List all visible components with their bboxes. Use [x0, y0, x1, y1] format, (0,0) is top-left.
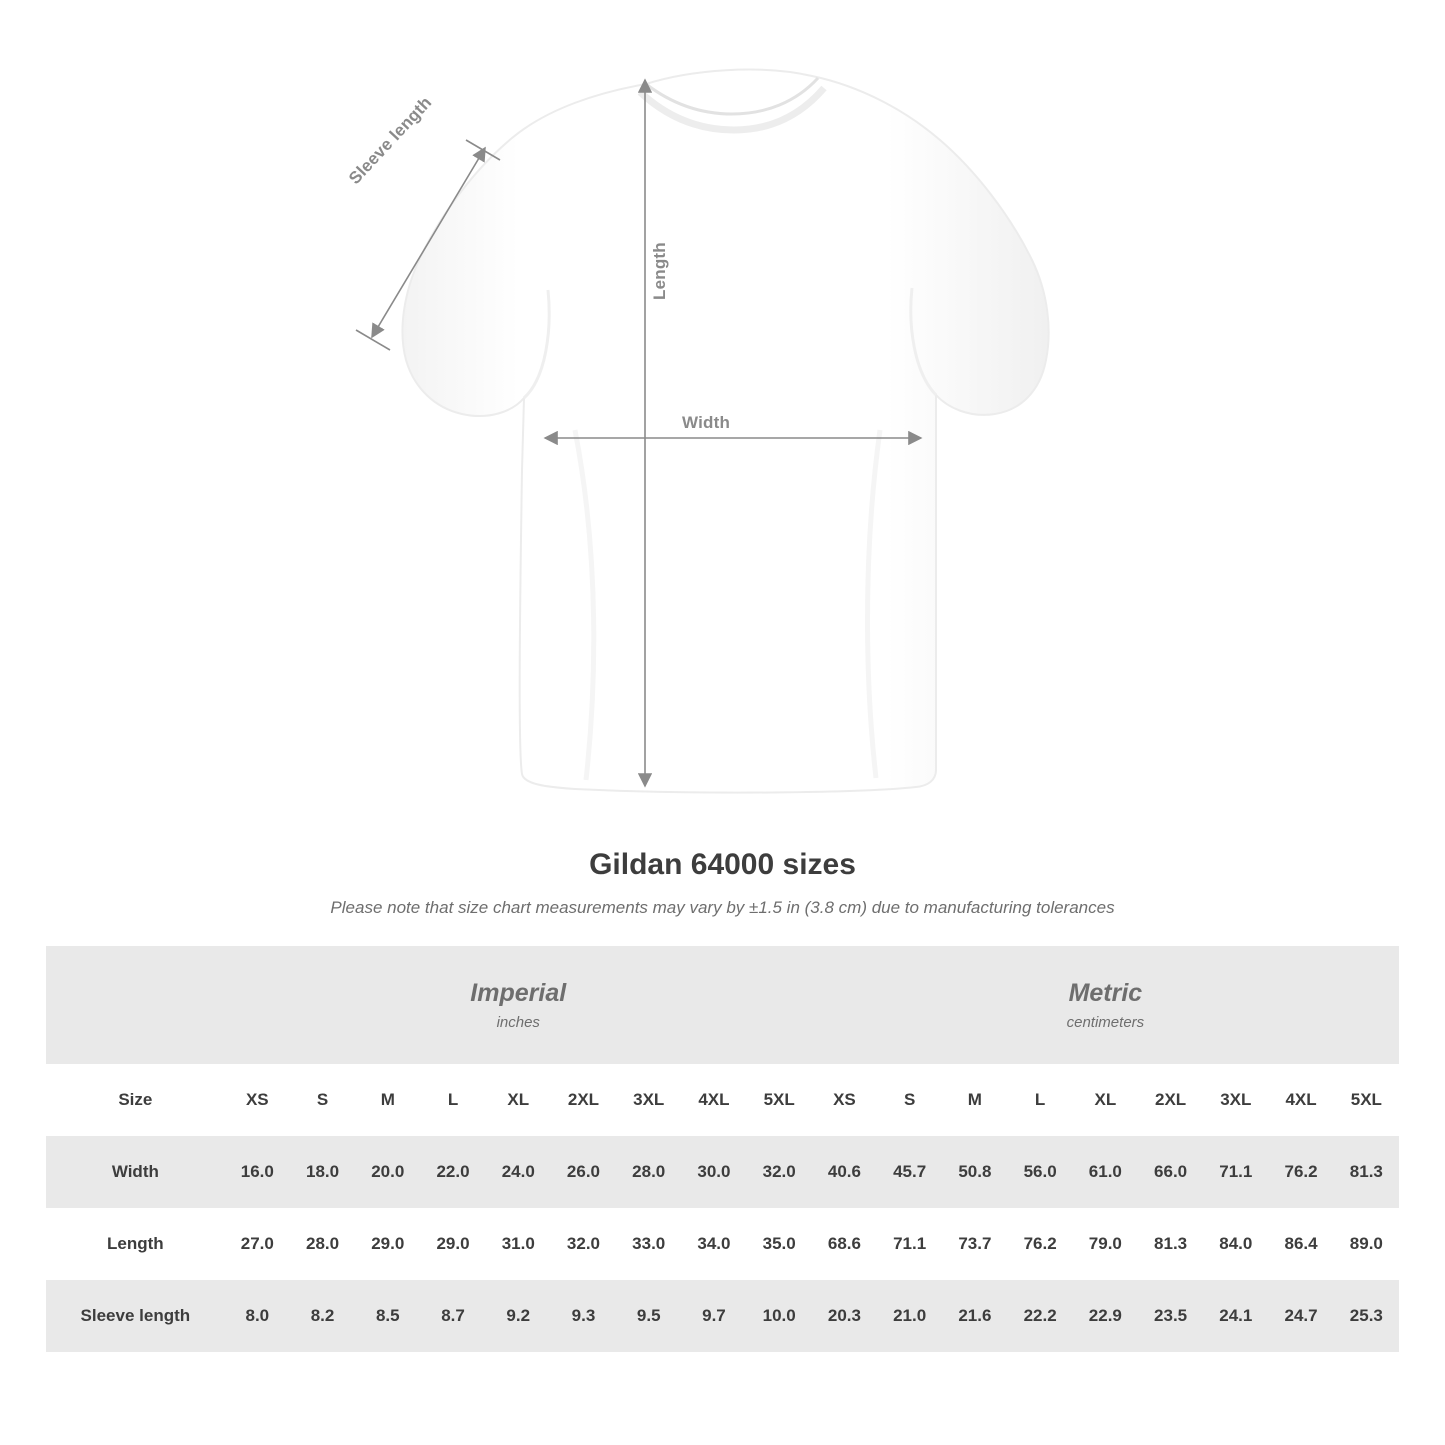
- size-chart-container: [46, 946, 1399, 1352]
- column-header-imp-4xl: 4XL: [681, 1064, 746, 1136]
- table-row-length: [46, 1208, 1399, 1280]
- cell-length-imp-5xl: 35.0: [747, 1208, 812, 1280]
- row-label-length: Length: [46, 1208, 225, 1280]
- cell-sleeve-met-5xl: 25.3: [1334, 1280, 1399, 1352]
- column-header-met-xl: XL: [1073, 1064, 1138, 1136]
- cell-length-imp-m: 29.0: [355, 1208, 420, 1280]
- column-header-met-4xl: 4XL: [1268, 1064, 1333, 1136]
- cell-width-met-2xl: 66.0: [1138, 1136, 1203, 1208]
- unit-group-imperial: [225, 946, 812, 1064]
- cell-width-imp-xs: 16.0: [225, 1136, 290, 1208]
- cell-length-met-l: 76.2: [1008, 1208, 1073, 1280]
- cell-width-met-l: 56.0: [1008, 1136, 1073, 1208]
- cell-length-imp-xs: 27.0: [225, 1208, 290, 1280]
- cell-length-imp-xl: 31.0: [486, 1208, 551, 1280]
- cell-width-met-xl: 61.0: [1073, 1136, 1138, 1208]
- cell-width-imp-m: 20.0: [355, 1136, 420, 1208]
- cell-sleeve-imp-m: 8.5: [355, 1280, 420, 1352]
- column-header-met-l: L: [1008, 1064, 1073, 1136]
- column-header-imp-xs: XS: [225, 1064, 290, 1136]
- column-header-imp-2xl: 2XL: [551, 1064, 616, 1136]
- column-header-met-5xl: 5XL: [1334, 1064, 1399, 1136]
- cell-width-met-m: 50.8: [942, 1136, 1007, 1208]
- width-label: Width: [682, 413, 731, 432]
- cell-sleeve-met-3xl: 24.1: [1203, 1280, 1268, 1352]
- cell-sleeve-met-xl: 22.9: [1073, 1280, 1138, 1352]
- column-header-imp-l: L: [420, 1064, 485, 1136]
- cell-width-met-s: 45.7: [877, 1136, 942, 1208]
- cell-sleeve-imp-5xl: 10.0: [747, 1280, 812, 1352]
- cell-length-met-xs: 68.6: [812, 1208, 877, 1280]
- cell-sleeve-met-xs: 20.3: [812, 1280, 877, 1352]
- cell-sleeve-imp-3xl: 9.5: [616, 1280, 681, 1352]
- length-label: Length: [650, 242, 669, 300]
- column-header-met-3xl: 3XL: [1203, 1064, 1268, 1136]
- cell-sleeve-met-m: 21.6: [942, 1280, 1007, 1352]
- tolerance-note: Please note that size chart measurements may vary by ±1.5 in (3.8 cm) due to manufacturing tolerances: [330, 898, 1115, 917]
- cell-sleeve-imp-s: 8.2: [290, 1280, 355, 1352]
- column-header-imp-3xl: 3XL: [616, 1064, 681, 1136]
- cell-length-met-xl: 79.0: [1073, 1208, 1138, 1280]
- cell-length-met-5xl: 89.0: [1334, 1208, 1399, 1280]
- cell-sleeve-imp-l: 8.7: [420, 1280, 485, 1352]
- row-label-width: Width: [46, 1136, 225, 1208]
- cell-sleeve-imp-2xl: 9.3: [551, 1280, 616, 1352]
- cell-width-imp-s: 18.0: [290, 1136, 355, 1208]
- cell-width-imp-4xl: 30.0: [681, 1136, 746, 1208]
- table-row-width: [46, 1136, 1399, 1208]
- column-header-met-xs: XS: [812, 1064, 877, 1136]
- cell-sleeve-met-4xl: 24.7: [1268, 1280, 1333, 1352]
- cell-sleeve-imp-xl: 9.2: [486, 1280, 551, 1352]
- cell-width-met-xs: 40.6: [812, 1136, 877, 1208]
- cell-width-met-5xl: 81.3: [1334, 1136, 1399, 1208]
- cell-length-imp-4xl: 34.0: [681, 1208, 746, 1280]
- cell-width-imp-2xl: 26.0: [551, 1136, 616, 1208]
- cell-length-met-4xl: 86.4: [1268, 1208, 1333, 1280]
- column-header-size: Size: [46, 1064, 225, 1136]
- corner-blank-cell: [46, 946, 225, 1064]
- cell-length-imp-3xl: 33.0: [616, 1208, 681, 1280]
- unit-group-imperial-label: Imperial: [470, 979, 567, 1008]
- row-label-sleeve-length: Sleeve length: [46, 1280, 225, 1352]
- cell-width-imp-xl: 24.0: [486, 1136, 551, 1208]
- size-chart-table: [46, 946, 1399, 1352]
- column-header-met-2xl: 2XL: [1138, 1064, 1203, 1136]
- cell-sleeve-met-s: 21.0: [877, 1280, 942, 1352]
- unit-header-row: [46, 946, 1399, 1064]
- cell-length-imp-s: 28.0: [290, 1208, 355, 1280]
- column-header-imp-m: M: [355, 1064, 420, 1136]
- sleeve-length-label: Sleeve length: [345, 92, 436, 188]
- unit-group-metric-sublabel: centimeters: [1066, 1013, 1145, 1031]
- unit-group-metric-label: Metric: [1068, 979, 1143, 1008]
- column-header-met-s: S: [877, 1064, 942, 1136]
- column-header-met-m: M: [942, 1064, 1007, 1136]
- cell-width-imp-3xl: 28.0: [616, 1136, 681, 1208]
- cell-sleeve-imp-4xl: 9.7: [681, 1280, 746, 1352]
- unit-group-imperial-sublabel: inches: [496, 1013, 540, 1031]
- column-header-imp-5xl: 5XL: [747, 1064, 812, 1136]
- table-row-sleeve-length: [46, 1280, 1399, 1352]
- cell-length-imp-2xl: 32.0: [551, 1208, 616, 1280]
- table-header-row: [46, 1064, 1399, 1136]
- cell-sleeve-met-l: 22.2: [1008, 1280, 1073, 1352]
- cell-length-met-2xl: 81.3: [1138, 1208, 1203, 1280]
- cell-length-imp-l: 29.0: [420, 1208, 485, 1280]
- cell-width-imp-5xl: 32.0: [747, 1136, 812, 1208]
- cell-length-met-s: 71.1: [877, 1208, 942, 1280]
- cell-sleeve-imp-xs: 8.0: [225, 1280, 290, 1352]
- cell-width-imp-l: 22.0: [420, 1136, 485, 1208]
- cell-width-met-3xl: 71.1: [1203, 1136, 1268, 1208]
- column-header-imp-xl: XL: [486, 1064, 551, 1136]
- column-header-imp-s: S: [290, 1064, 355, 1136]
- cell-sleeve-met-2xl: 23.5: [1138, 1280, 1203, 1352]
- unit-group-metric: [812, 946, 1399, 1064]
- page-title: Gildan 64000 sizes: [589, 848, 856, 881]
- cell-length-met-3xl: 84.0: [1203, 1208, 1268, 1280]
- cell-length-met-m: 73.7: [942, 1208, 1007, 1280]
- cell-width-met-4xl: 76.2: [1268, 1136, 1333, 1208]
